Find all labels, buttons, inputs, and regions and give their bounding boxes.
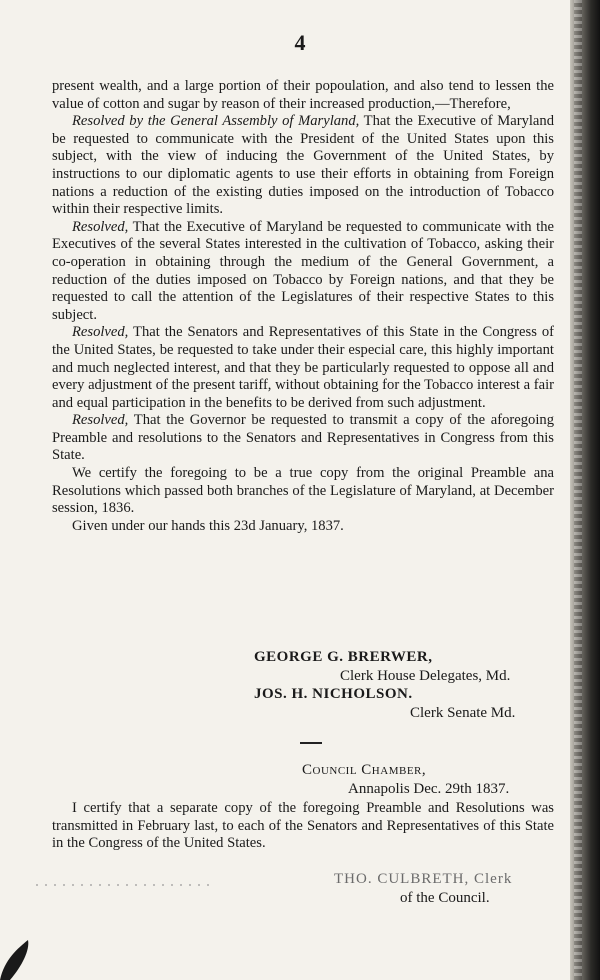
- resolutions-body: [52, 78, 554, 535]
- signature-name-2: JOS. H. NICHOLSON.: [254, 686, 413, 702]
- council-signer: THO. CULBRETH, Clerk: [334, 871, 513, 887]
- paragraph-certification: [52, 465, 554, 518]
- paragraph-text: We certify the foregoing to be a true copy from the original Preamble ana Resolutions which passed both branches of the Legislature of Maryland, at December session, 1836.: [52, 465, 554, 517]
- council-signer-title: of the Council.: [400, 890, 490, 906]
- page-corner-mark: [0, 930, 40, 980]
- paragraph-resolution-3: [52, 324, 554, 412]
- paragraph-text: That the Governor be requested to transmit a copy of the aforegoing Preamble and resolutions to the Senators and Representatives in Congress from this State.: [52, 412, 554, 464]
- paragraph-preamble-end: [52, 78, 554, 113]
- council-heading: Council Chamber,: [302, 762, 427, 778]
- book-binding-edge: [570, 0, 600, 980]
- paragraph-text: That the Executive of Maryland be requested to communicate with the President of the United States upon this subject, with the view of inducing the Government of the United States, by instructions to our diplomatic agents to use their efforts in obtaining from Foreign nations a reduction of the existing duties imposed on the introduction of Tobacco within their respective limits.: [52, 113, 554, 218]
- signature-name-1: GEORGE G. BRERWER,: [254, 649, 433, 665]
- signature-title-1: Clerk House Delegates, Md.: [340, 668, 511, 684]
- paragraph-lead: Resolved,: [72, 218, 129, 235]
- paragraph-text: That the Executive of Maryland be requested to communicate with the Executives of the several States interested in the cultivation of Tobacco, asking their co-operation in obtaining through the medium of the General Government, a reduction of the duties imposed on Tobacco by Foreign nations, and that they be requested to call the attention of the Legislatures of their respective States to this subject.: [52, 218, 554, 323]
- section-divider: [300, 742, 322, 744]
- paragraph-resolution-2: [52, 219, 554, 325]
- paragraph-resolution-4: [52, 412, 554, 465]
- paragraph-resolution-1: [52, 113, 554, 219]
- paragraph-text: That the Senators and Representatives of this State in the Congress of the United States, be requested to take under their especial care, this highly important and much neglected interest, and that they be particularly requested to oppose all and every adjustment of the present tariff, without obtaining for the Tobacco interest a fair and equal participation in the benefits to be derived from such adjustment.: [52, 324, 554, 411]
- council-certificate-text: I certify that a separate copy of the foregoing Preamble and Resolutions was transmitted in February last, to each of the Senators and Representatives of this State in the Congress of the United States.: [52, 800, 554, 852]
- print-speckle: [36, 884, 216, 886]
- paragraph-text: Given under our hands this 23d January, 1837.: [72, 517, 344, 534]
- council-date: Annapolis Dec. 29th 1837.: [348, 781, 510, 797]
- council-certificate: [52, 800, 554, 853]
- paragraph-given-under: [52, 518, 554, 536]
- paragraph-text: present wealth, and a large portion of their popoulation, and also tend to lessen the value of cotton and sugar by reason of their increased production,—Therefore,: [52, 78, 554, 112]
- paragraph-lead: Resolved,: [72, 412, 129, 429]
- page-number: 4: [294, 30, 306, 55]
- paragraph-lead: Resolved,: [72, 324, 129, 341]
- paragraph-lead: Resolved by the General Assembly of Maryland,: [72, 113, 360, 130]
- signature-title-2: Clerk Senate Md.: [410, 705, 516, 721]
